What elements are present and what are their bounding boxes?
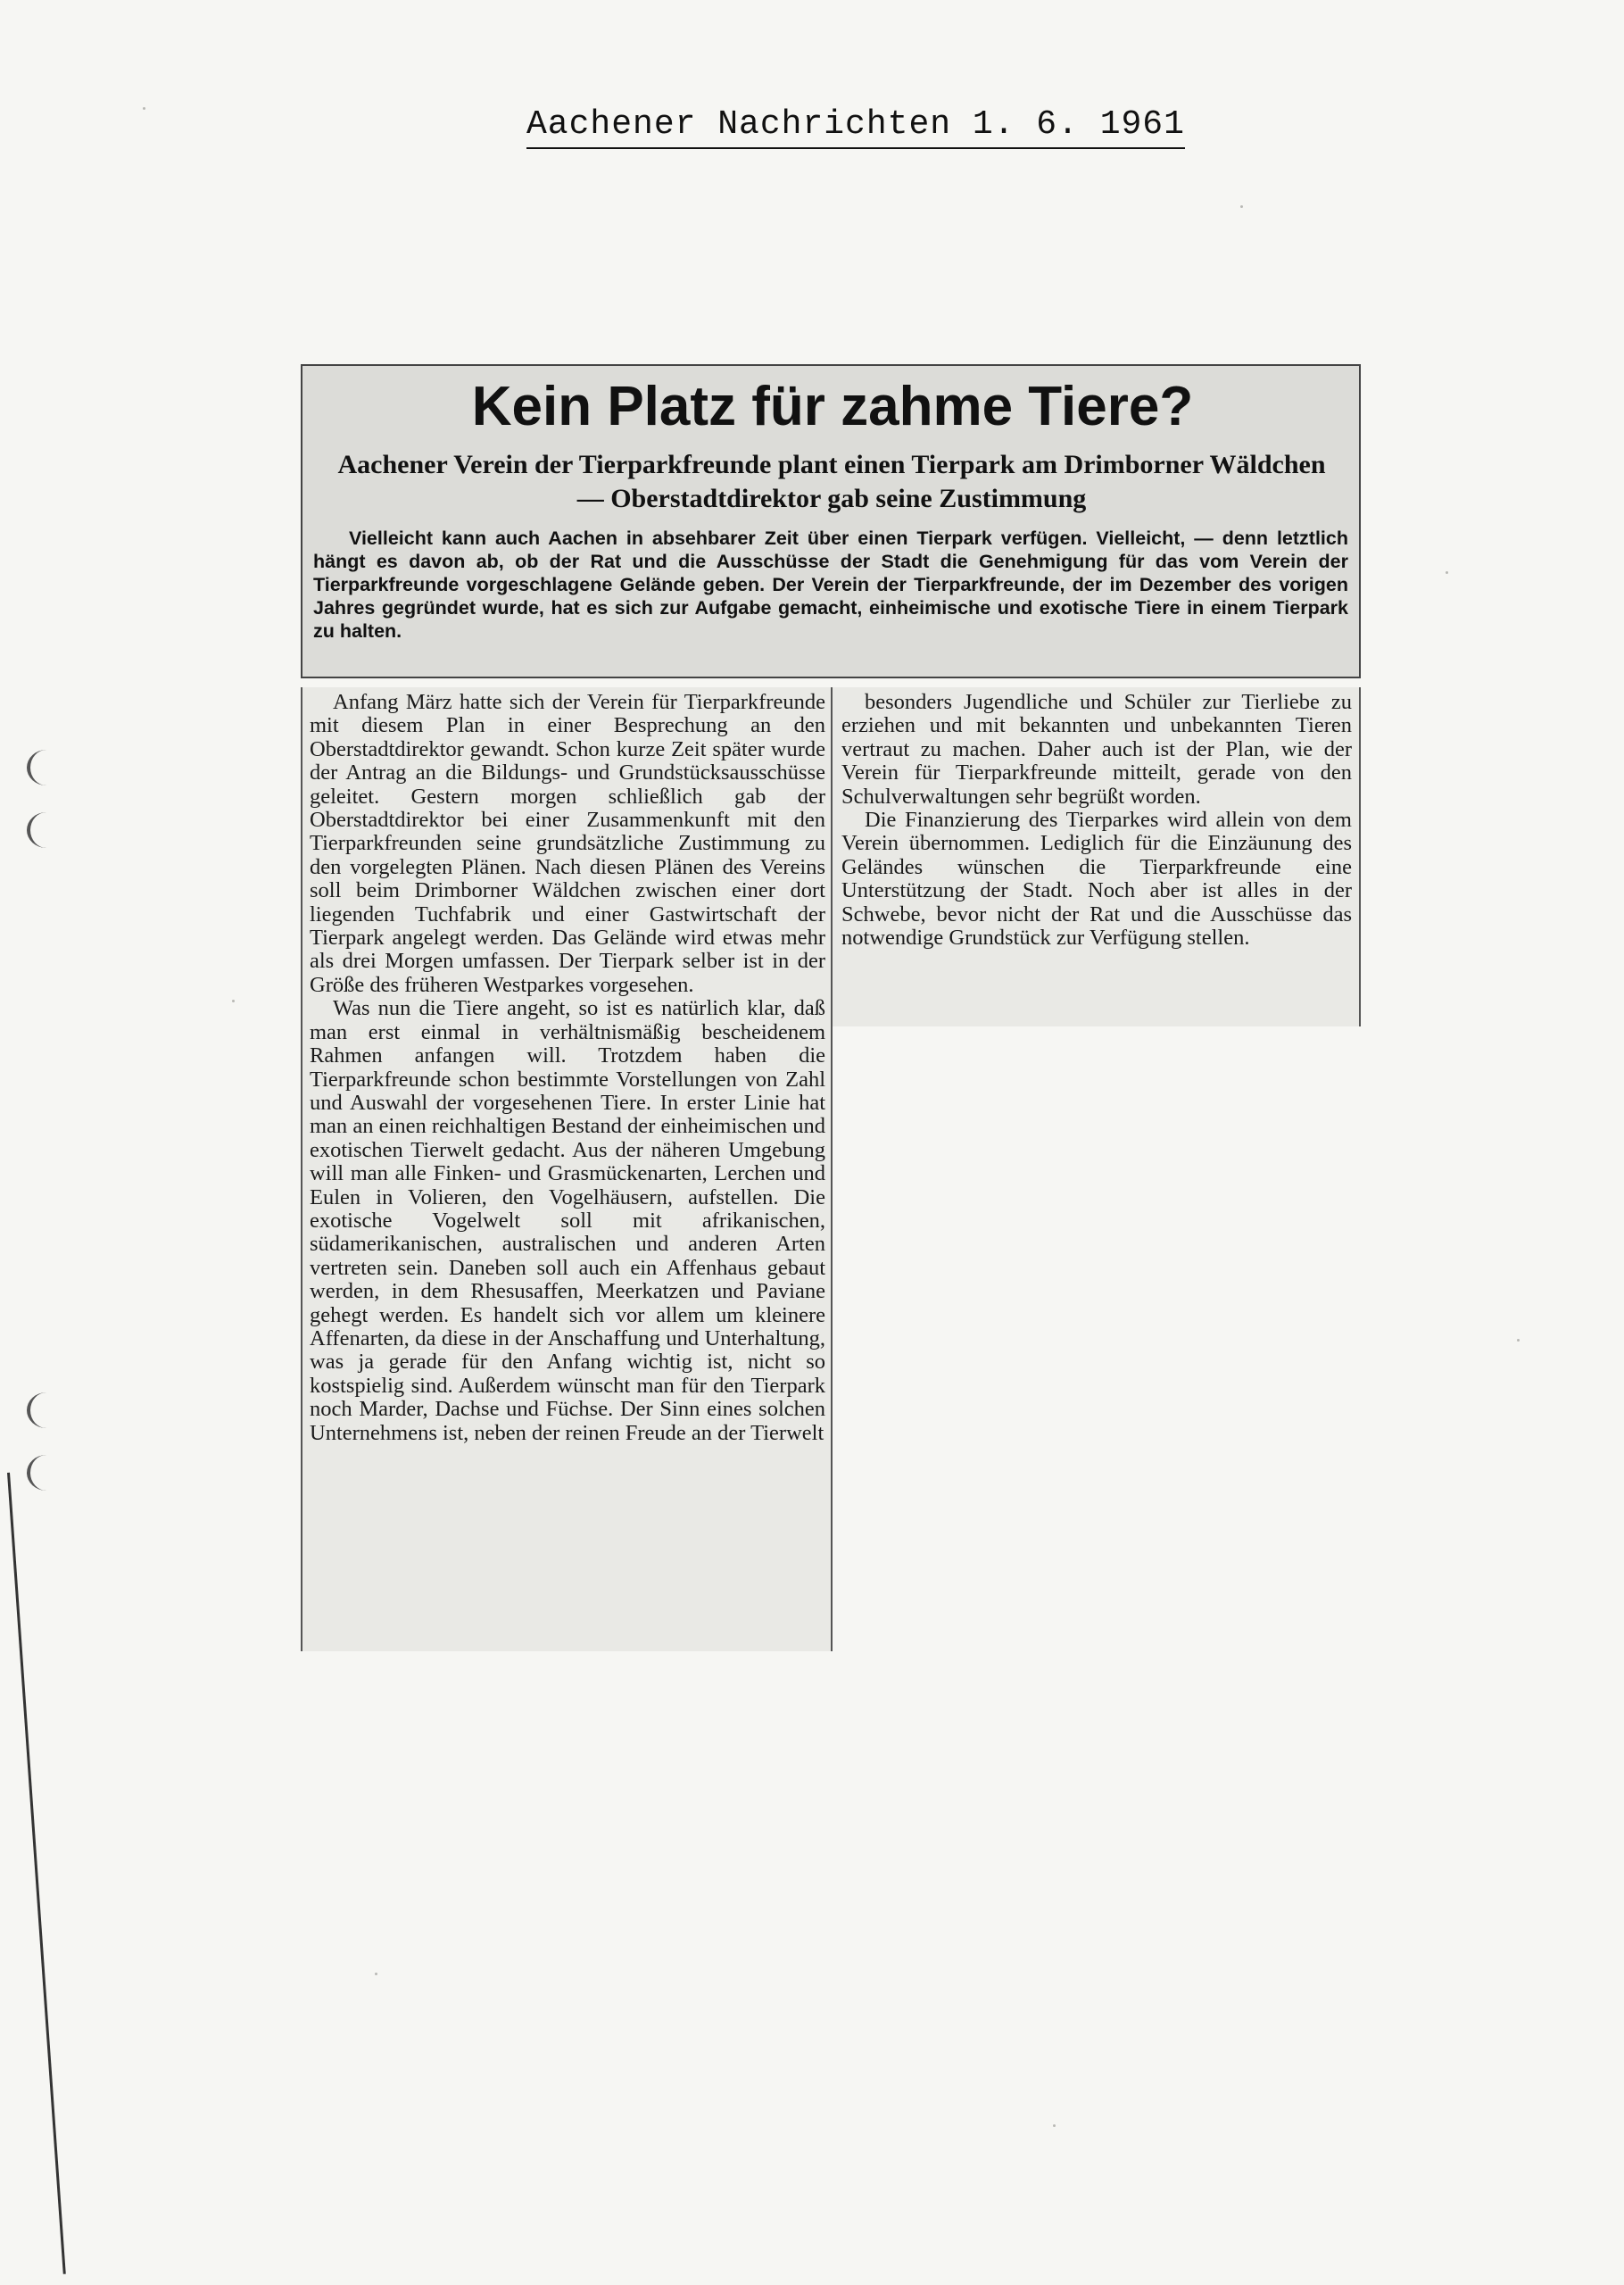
punch-hole-mark: [27, 812, 66, 848]
punch-hole-mark: [27, 750, 66, 785]
article-paragraph: Die Finanzierung des Tierparkes wird allein von dem Verein übernommen. Lediglich für die Einzäunung des Geländes wünschen die Tierparkfreunde eine Unterstützung der Stadt. Noch aber ist alles in der Schwebe, bevor nicht der Rat und die Ausschüsse das notwendige Grundstück zur Verfügung stellen.: [841, 808, 1352, 951]
scan-speck: [1446, 571, 1448, 574]
punch-hole-mark: [27, 1455, 66, 1491]
article-headline: Kein Platz für zahme Tiere?: [471, 376, 1194, 437]
article-subheadline: Aachener Verein der Tierparkfreunde plant einen Tierpark am Drimborner Wäldchen — Oberstadtdirektor gab seine Zustimmung: [337, 450, 1326, 513]
article-column-left: [301, 687, 833, 1651]
punch-hole-mark: [27, 1392, 66, 1428]
article-paragraph: besonders Jugendliche und Schüler zur Tierliebe zu erziehen und mit bekannten und unbekannten Tieren vertraut zu machen. Daher auch ist der Plan, wie der Verein für Tierparkfreunde mitteilt, gerade von den Schulverwaltungen sehr begrüßt worden.: [841, 690, 1352, 809]
article-column-right: [833, 687, 1361, 1026]
source-line: Aachener Nachrichten 1. 6. 1961: [526, 105, 1185, 149]
scan-speck: [375, 1973, 377, 1975]
scan-speck: [1053, 2124, 1056, 2127]
scan-speck: [143, 107, 145, 110]
scan-edge-line: [7, 1473, 66, 2274]
article-paragraph: Anfang März hatte sich der Verein für Tierparkfreunde mit diesem Plan in einer Besprechung an den Oberstadtdirektor gewandt. Schon kurze Zeit später wurde der Antrag an die Bildungs- und Grundstücksausschüsse geleitet. Gestern morgen schließlich gab der Oberstadtdirektor bei einer Zusammenkunft mit den Tierparkfreunden seine grundsätzliche Zustimmung zu den vorgelegten Plänen. Nach diesen Plänen des Vereins soll beim Drimborner Wäldchen zwischen einer dort liegenden Tuchfabrik und einer Gastwirtschaft der Tierpark angelegt werden. Das Gelände wird etwas mehr als drei Morgen umfassen. Der Tierpark selber ist in der Größe des früheren Westparkes vorgesehen.: [310, 690, 825, 997]
headline-box: [301, 364, 1361, 678]
scan-speck: [1240, 205, 1243, 208]
article-paragraph: Was nun die Tiere angeht, so ist es natürlich klar, daß man erst einmal in verhältnismäßig bescheidenem Rahmen anfangen will. Trotzdem haben die Tierparkfreunde schon bestimmte Vorstellungen von Zahl und Auswahl der vorgesehenen Tiere. In erster Linie hat man an einen reichhaltigen Bestand der einheimischen und exotischen Tierwelt gedacht. Aus der näheren Umgebung will man alle Finken- und Grasmückenarten, Lerchen und Eulen in Volieren, den Vogelhäusern, aufstellen. Die exotische Vogelwelt soll mit afrikanischen, südamerikanischen, australischen und anderen Arten vertreten sein. Daneben soll auch ein Affenhaus gebaut werden, in dem Rhesusaffen, Meerkatzen und Paviane gehegt werden. Es handelt sich vor allem um kleinere Affenarten, da diese in der Anschaffung und Unterhaltung, was ja gerade für den Anfang wichtig ist, nicht so kostspielig sind. Außerdem wünscht man für den Tierpark noch Marder, Dachse und Füchse. Der Sinn eines solchen Unternehmens ist, neben der reinen Freude an der Tierwelt: [310, 996, 825, 1445]
scan-speck: [1517, 1339, 1520, 1342]
newspaper-clipping: [301, 364, 1361, 1651]
article-lead: Vielleicht kann auch Aachen in absehbarer Zeit über einen Tierpark verfügen. Vielleicht, — denn letztlich hängt es davon ab, ob der Rat und die Ausschüsse der Stadt die Genehmigung für das vom Verein der Tierparkfreunde vorgeschlagene Gelände geben. Der Verein der Tierparkfreunde, der im Dezember des vorigen Jahres gegründet wurde, hat es sich zur Aufgabe gemacht, einheimische und exotische Tiere in einem Tierpark zu halten.: [313, 528, 1348, 642]
scan-speck: [232, 1000, 235, 1002]
